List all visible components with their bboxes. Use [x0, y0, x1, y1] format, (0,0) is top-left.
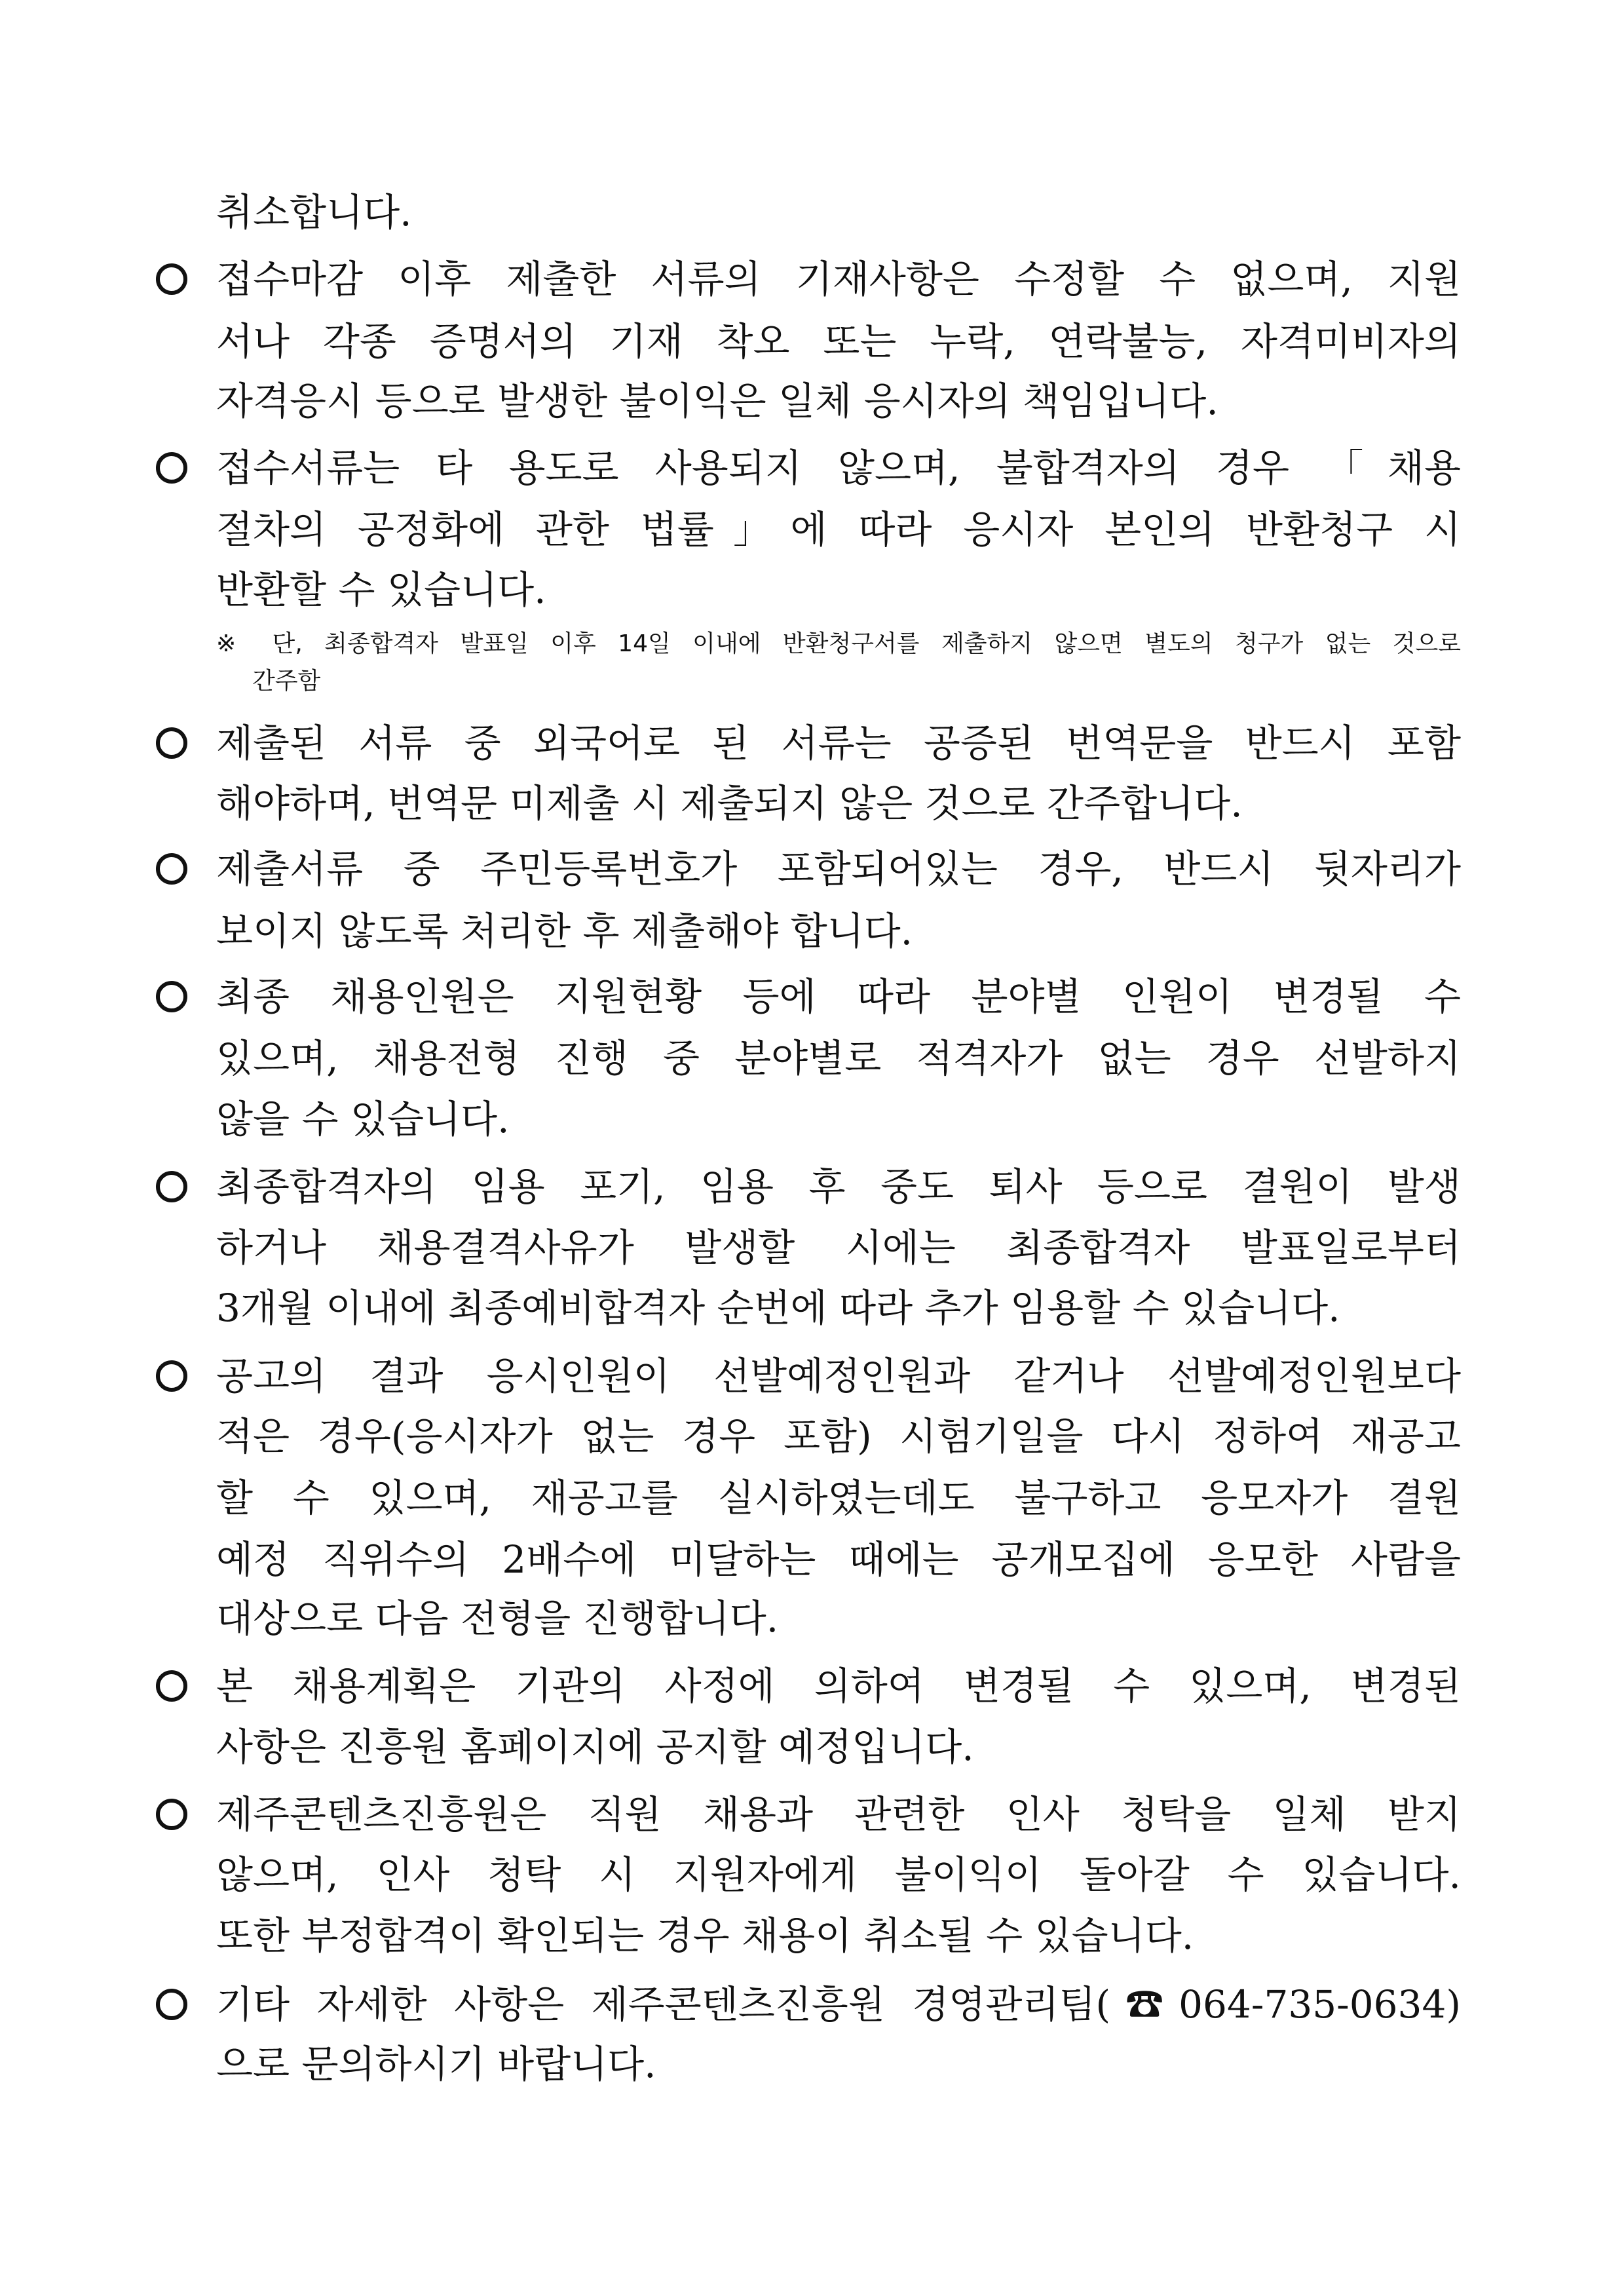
item-line: 으로 문의하시기 바랍니다.	[216, 2042, 656, 2086]
item-line: 접수서류는 타 용도로 사용되지 않으며, 불합격자의 경우 「채용	[216, 446, 1461, 490]
item-line: 있으며, 채용전형 진행 중 분야별로 적격자가 없는 경우 선발하지	[216, 1036, 1461, 1081]
item-line: 않을 수 있습니다.	[216, 1097, 510, 1141]
item-line: 대상으로 다음 전형을 진행합니다.	[216, 1596, 779, 1641]
item-note: ※ 단, 최종합격자 발표일 이후 14일 이내에 반환청구서를 제출하지 않으면 별도의 청구가 없는 것으로	[216, 630, 1461, 657]
item-line: 해야하며, 번역문 미제출 시 제출되지 않은 것으로 간주합니다.	[216, 781, 1243, 826]
item-line: 최종 채용인원은 지원현황 등에 따라 분야별 인원이 변경될 수	[216, 974, 1461, 1019]
item-line: 예정 직위수의 2배수에 미달하는 때에는 공개모집에 응모한 사람을	[216, 1537, 1461, 1582]
item-line: 최종합격자의 임용 포기, 임용 후 중도 퇴사 등으로 결원이 발생	[216, 1164, 1461, 1209]
item-line: 사항은 진흥원 홈페이지에 공지할 예정입니다.	[216, 1725, 974, 1769]
item-line: 제출된 서류 중 외국어로 된 서류는 공증된 번역문을 반드시 포함	[216, 721, 1461, 765]
item-line: 적은 경우(응시자가 없는 경우 포함) 시험기일을 다시 정하여 재공고	[216, 1414, 1461, 1459]
item-line: 공고의 결과 응시인원이 선발예정인원과 같거나 선발예정인원보다	[216, 1354, 1461, 1398]
bullet-circle-icon	[156, 853, 187, 885]
item-line: 제출서류 중 주민등록번호가 포함되어있는 경우, 반드시 뒷자리가	[216, 847, 1461, 891]
continuation-line: 취소합니다.	[216, 190, 412, 235]
bullet-circle-icon	[156, 263, 187, 295]
bullet-circle-icon	[156, 1670, 187, 1702]
item-line: 절차의 공정화에 관한 법률」에 따라 응시자 본인의 반환청구 시	[216, 507, 1461, 552]
item-line: 기타 자세한 사항은 제주콘텐츠진흥원 경영관리팀(☎064-735-0634)	[216, 1982, 1461, 2027]
bullet-circle-icon	[156, 1799, 187, 1830]
item-line: 보이지 않도록 처리한 후 제출해야 합니다.	[216, 909, 913, 953]
bullet-circle-icon	[156, 1360, 187, 1392]
item-line: 않으며, 인사 청탁 시 지원자에게 불이익이 돌아갈 수 있습니다.	[216, 1852, 1461, 1897]
item-line: 할 수 있으며, 재공고를 실시하였는데도 불구하고 응모자가 결원	[216, 1476, 1461, 1520]
item-line: 반환할 수 있습니다.	[216, 567, 546, 612]
item-line: 본 채용계획은 기관의 사정에 의하여 변경될 수 있으며, 변경된	[216, 1664, 1461, 1708]
item-line: 접수마감 이후 제출한 서류의 기재사항은 수정할 수 없으며, 지원	[216, 257, 1461, 301]
item-line: 자격응시 등으로 발생한 불이익은 일체 응시자의 책임입니다.	[216, 379, 1218, 423]
item-line: 또한 부정합격이 확인되는 경우 채용이 취소될 수 있습니다.	[216, 1913, 1194, 1958]
bullet-circle-icon	[156, 981, 187, 1012]
bullet-circle-icon	[156, 1989, 187, 2020]
bullet-circle-icon	[156, 1171, 187, 1202]
item-line: 제주콘텐츠진흥원은 직원 채용과 관련한 인사 청탁을 일체 받지	[216, 1792, 1461, 1837]
item-line: 3개월 이내에 최종예비합격자 순번에 따라 추가 임용할 수 있습니다.	[216, 1286, 1340, 1330]
item-line: 서나 각종 증명서의 기재 착오 또는 누락, 연락불능, 자격미비자의	[216, 319, 1461, 364]
item-line: 하거나 채용결격사유가 발생할 시에는 최종합격자 발표일로부터	[216, 1225, 1461, 1270]
bullet-circle-icon	[156, 452, 187, 484]
bullet-circle-icon	[156, 727, 187, 759]
item-note: 간주함	[252, 668, 321, 695]
